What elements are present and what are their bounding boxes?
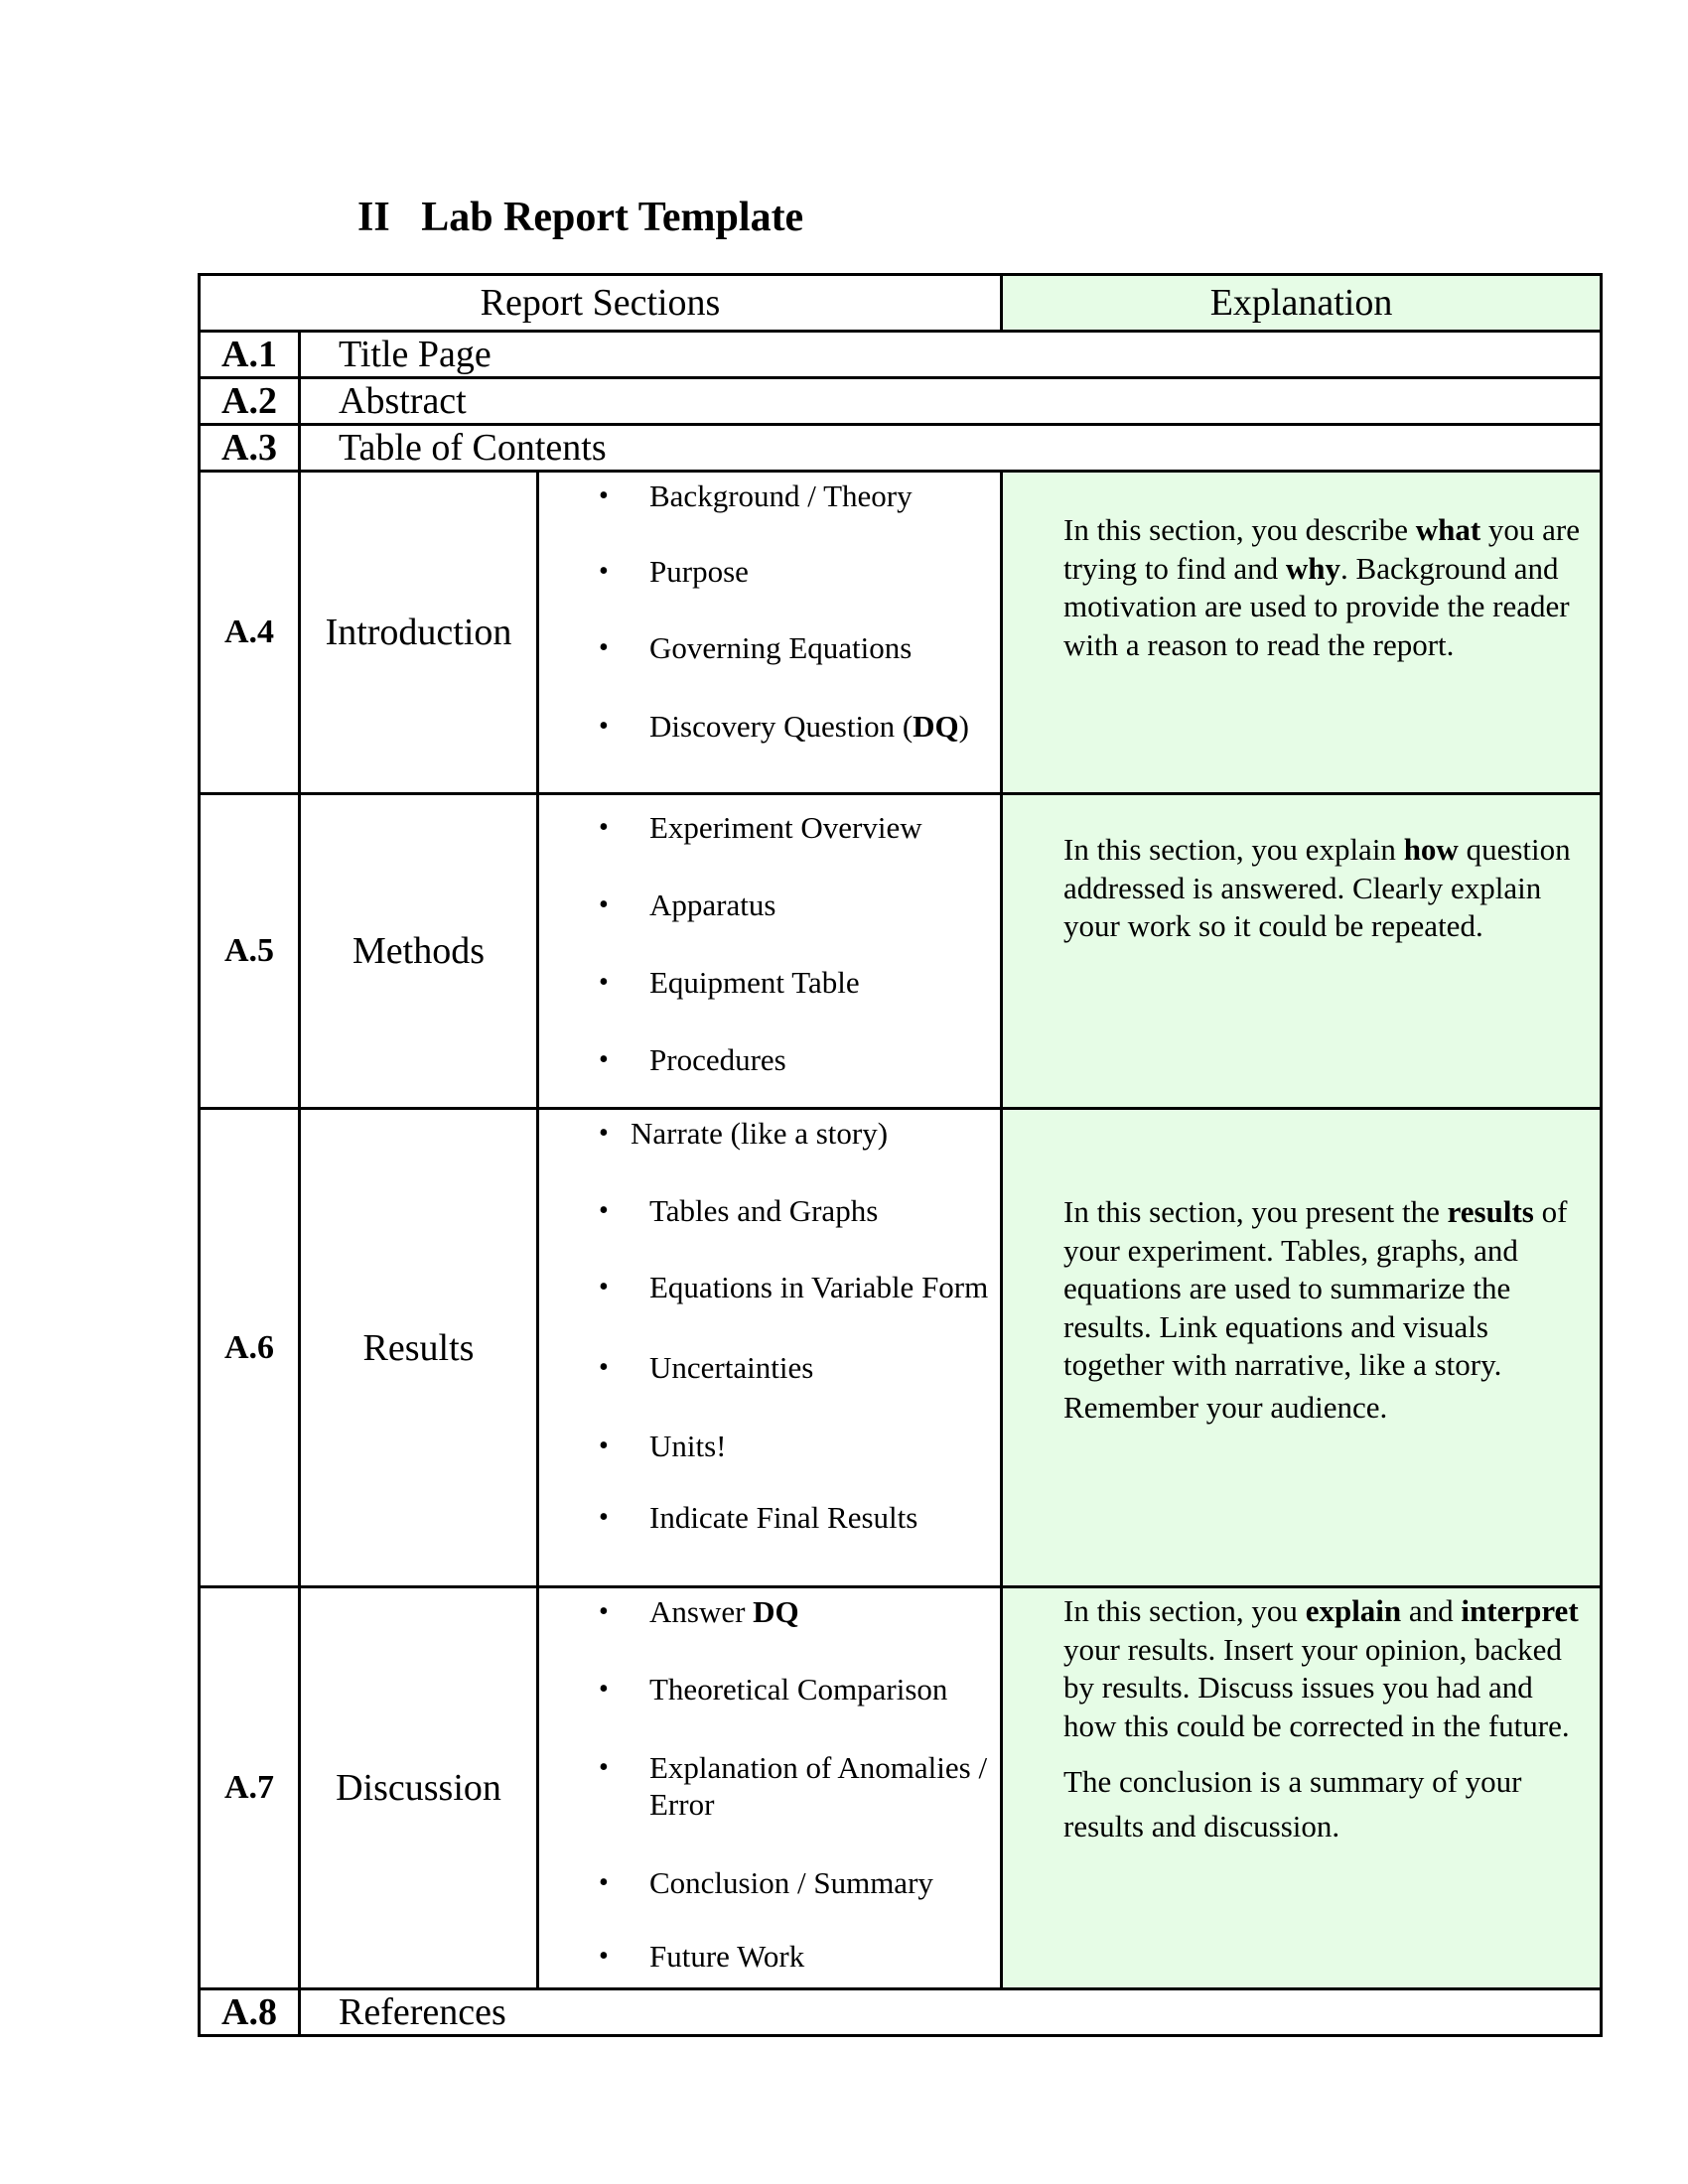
- section-bullets: [538, 794, 1002, 1109]
- section-name: Discussion: [300, 1587, 538, 1989]
- table-header-row: [200, 275, 1602, 332]
- list-item: • Tables and Graphs: [539, 1192, 1000, 1229]
- list-item: • Explanation of Anomalies / Error: [539, 1749, 1000, 1823]
- page-title: II Lab Report Template: [357, 195, 804, 240]
- list-item: • Procedures: [539, 1041, 1000, 1078]
- table-row: [200, 425, 1602, 472]
- section-code: A.5: [200, 794, 300, 1109]
- table-row: [200, 332, 1602, 378]
- section-bullets: [538, 1109, 1002, 1587]
- report-template-table: [198, 273, 1603, 2037]
- section-name: Abstract: [300, 378, 1602, 425]
- section-explanation: In this section, you explain and interpret your results. Insert your opinion, backed by results. Discuss issues you had and how this could be corrected in the future. The conclusion is a summary of your results and discussion.: [1002, 1587, 1602, 1989]
- section-bullets: [538, 472, 1002, 794]
- list-item: • Future Work: [539, 1938, 1000, 1975]
- section-name: Methods: [300, 794, 538, 1109]
- table-row: [200, 1587, 1602, 1989]
- explanation-header: Explanation: [1002, 275, 1602, 332]
- list-item: • Indicate Final Results: [539, 1499, 1000, 1536]
- list-item: • Theoretical Comparison: [539, 1671, 1000, 1707]
- list-item: • Equations in Variable Form: [539, 1269, 1000, 1305]
- list-item: • Background / Theory: [539, 478, 1000, 514]
- list-item: • Units!: [539, 1428, 1000, 1464]
- section-code: A.8: [200, 1989, 300, 2036]
- section-explanation: In this section, you present the results of your experiment. Tables, graphs, and equations are used to summarize the results. Link equations and visuals together with narrative, like a story. Remember your audience.: [1002, 1109, 1602, 1587]
- section-code: A.2: [200, 378, 300, 425]
- list-item: • Apparatus: [539, 887, 1000, 923]
- section-explanation: In this section, you describe what you are trying to find and why. Background and motivation are used to provide the reader with a reason to read the report.: [1002, 472, 1602, 794]
- table-row: [200, 794, 1602, 1109]
- section-name: References: [300, 1989, 1602, 2036]
- list-item: • Answer DQ: [539, 1593, 1000, 1630]
- section-code: A.3: [200, 425, 300, 472]
- section-name: Results: [300, 1109, 538, 1587]
- list-item: • Experiment Overview: [539, 809, 1000, 846]
- table-row: [200, 1989, 1602, 2036]
- report-sections-header: Report Sections: [200, 275, 1002, 332]
- table-row: [200, 472, 1602, 794]
- section-name: Table of Contents: [300, 425, 1602, 472]
- table-row: [200, 1109, 1602, 1587]
- section-name: Introduction: [300, 472, 538, 794]
- section-code: A.4: [200, 472, 300, 794]
- list-item: • Equipment Table: [539, 964, 1000, 1001]
- section-code: A.7: [200, 1587, 300, 1989]
- section-bullets: [538, 1587, 1002, 1989]
- section-name: Title Page: [300, 332, 1602, 378]
- list-item: • Conclusion / Summary: [539, 1864, 1000, 1901]
- list-item: • Purpose: [539, 553, 1000, 590]
- section-code: A.1: [200, 332, 300, 378]
- table-row: [200, 378, 1602, 425]
- list-item: • Discovery Question (DQ): [539, 708, 1000, 745]
- list-item: • Uncertainties: [539, 1349, 1000, 1386]
- section-explanation: In this section, you explain how question addressed is answered. Clearly explain your work so it could be repeated.: [1002, 794, 1602, 1109]
- section-code: A.6: [200, 1109, 300, 1587]
- list-item: • Narrate (like a story): [539, 1115, 1000, 1152]
- list-item: • Governing Equations: [539, 629, 1000, 666]
